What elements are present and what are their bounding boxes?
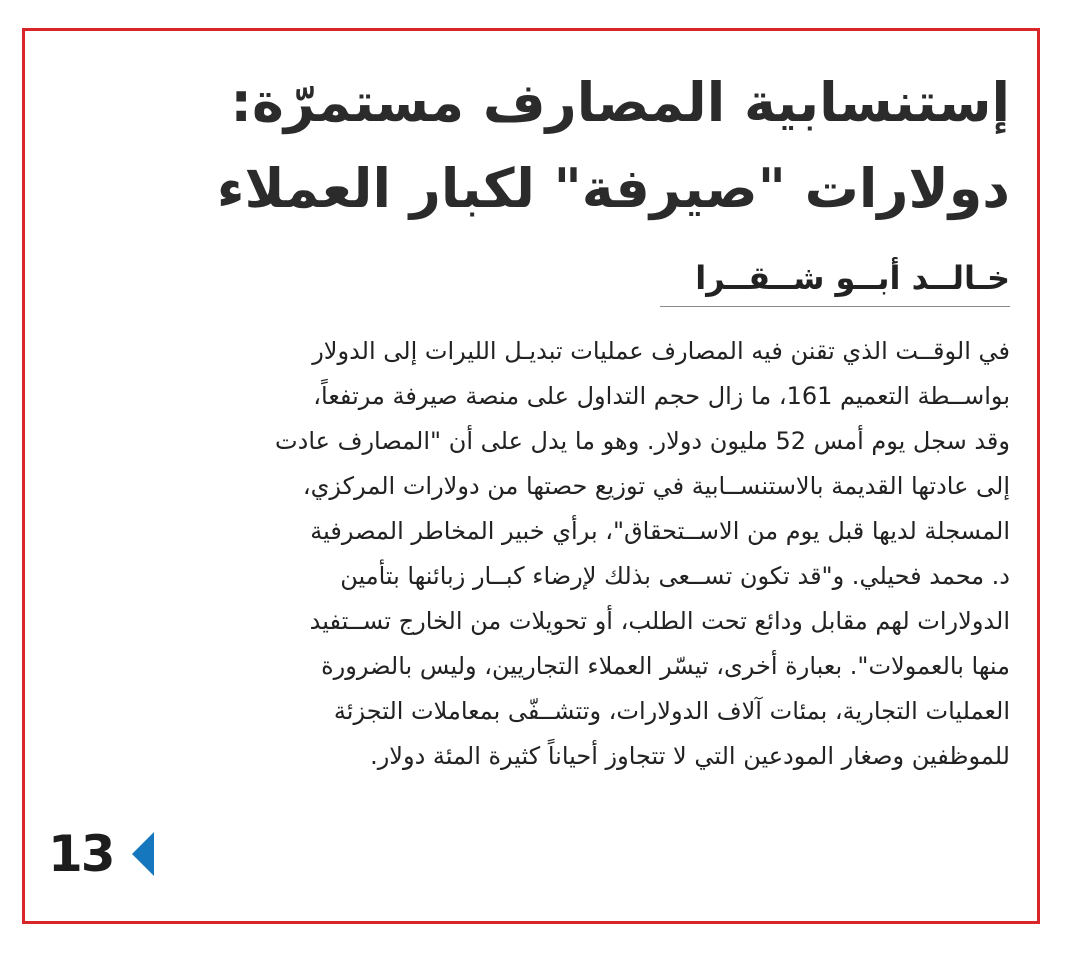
triangle-left-icon <box>132 832 154 876</box>
headline-line-2: دولارات "صيرفة" لكبار العملاء <box>216 157 1010 220</box>
body-line: العمليات التجارية، بمئات آلاف الدولارات، وتتشــفّى بمعاملات التجزئة <box>333 697 1010 725</box>
page-number: 13 <box>48 825 114 883</box>
article-body <box>50 329 1010 779</box>
page-marker <box>48 822 154 886</box>
body-line: وقد سجل يوم أمس 52 مليون دولار. وهو ما يدل على أن "المصارف عادت <box>275 427 1010 455</box>
body-line: د. محمد فحيلي. و"قد تكون تســعى بذلك لإرضاء كبــار زبائنها بتأمين <box>340 562 1010 590</box>
body-line: إلى عادتها القديمة بالاستنســابية في توزيع حصتها من دولارات المركزي، <box>302 472 1010 500</box>
article <box>50 60 1010 779</box>
body-line: في الوقــت الذي تقنن فيه المصارف عمليات تبديـل الليرات إلى الدولار <box>312 337 1010 365</box>
body-line: المسجلة لديها قبل يوم من الاســتحقاق"، برأي خبير المخاطر المصرفية <box>310 517 1010 545</box>
byline: خـالــد أبــو شــقــرا <box>695 259 1010 297</box>
body-line: للموظفين وصغار المودعين التي لا تتجاوز أحياناً كثيرة المئة دولار. <box>370 742 1010 770</box>
body-line: منها بالعمولات". بعبارة أخرى، تيسّر العملاء التجاريين، وليس بالضرورة <box>321 652 1010 680</box>
headline-line-1: إستنسابية المصارف مستمرّة: <box>230 71 1010 134</box>
body-line: بواســطة التعميم 161، ما زال حجم التداول على منصة صيرفة مرتفعاً، <box>313 382 1010 410</box>
byline-divider <box>660 306 1010 307</box>
headline <box>50 60 1010 232</box>
body-line: الدولارات لهم مقابل ودائع تحت الطلب، أو تحويلات من الخارج تســتفيد <box>309 607 1010 635</box>
